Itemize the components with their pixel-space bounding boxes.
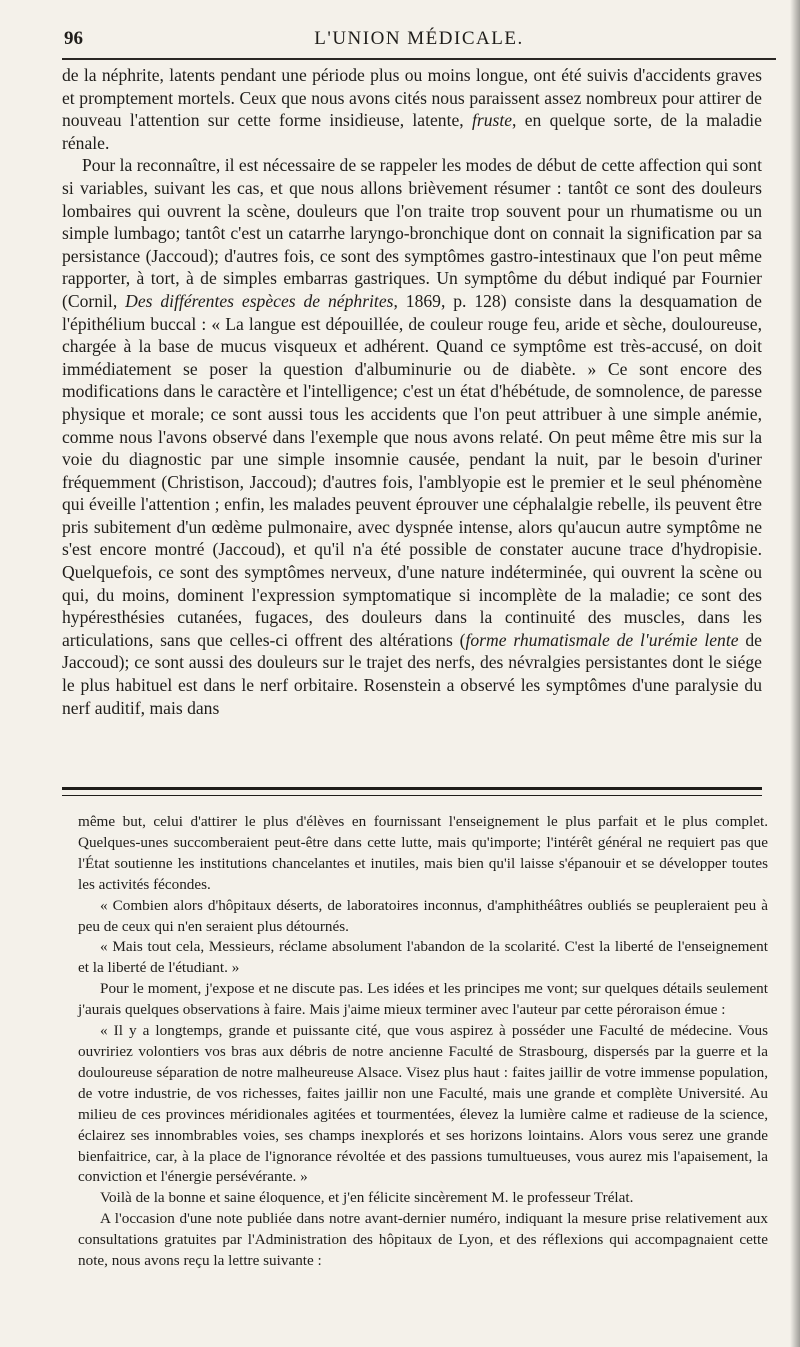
paragraph-2-text-c: de Jaccoud); ce sont aussi des douleurs sur le trajet des nerfs, des névralgies persistantes dont le siége le plus habituel est dans le nerf orbitaire. Rosenstein a observé les symptômes d'une paralysie du nerf auditif, mais dans xyxy=(62,629,762,718)
section-divider-thick xyxy=(62,787,762,790)
feuilleton-paragraph-1: même but, celui d'attirer le plus d'élèves en fournissant l'enseignement le plus parfait et le plus complet. Quelques-unes succomberaient peut-être dans cette lutte, mais qu'importe; l'intérêt général ne requiert pas que l'État soutienne les institutions chancelantes et inutiles, mais bien qu'il laisse s'épanouir et se développer toutes les activités fécondes. xyxy=(78,813,768,893)
paragraph-1 xyxy=(62,64,762,154)
paragraph-2 xyxy=(62,154,762,719)
paragraph-1-text: de la néphrite, latents pendant une période plus ou moins longue, ont été suivis d'accidents graves et promptement mortels. Ceux que nous avons cités nous paraissent assez nombreux pour attirer de nouveau l'attention sur cette forme insidieuse, latente, xyxy=(62,65,762,131)
page-number: 96 xyxy=(64,28,83,49)
paragraph-1-end: , en quelque sorte, de la maladie rénale. xyxy=(62,110,762,153)
paragraph-2-text-a: Pour la reconnaître, il est nécessaire de se rappeler les modes de début de cette affection qui sont si variables, suivant les cas, et que nous allons brièvement résumer : tantôt ce sont des douleurs lombaires qui ouvrent la scène, douleurs que l'on traite trop souvent pour un rhumatisme ou un simple lumbago; tantôt c'est un catarrhe laryngo-bronchique dont on connait la signification par sa persistance (Jaccoud); d'autres fois, ce sont des symptômes gastro-intestinaux que l'on peut même rapporter, à tort, à de simples embarras gastriques. Un symptôme du début indiqué par Fournier (Cornil, xyxy=(62,155,762,311)
main-article-text xyxy=(62,64,762,719)
page-header xyxy=(62,24,776,60)
feuilleton-paragraph-2: « Combien alors d'hôpitaux déserts, de laboratoires inconnus, d'amphithéâtres oubliés se peupleraient peu à peu de ceux qui n'en seraient plus détournés. xyxy=(78,896,768,935)
feuilleton-paragraph-4: Pour le moment, j'expose et ne discute pas. Les idées et les principes me vont; sur quelques détails seulement j'aurais quelques observations à faire. Mais j'aime mieux terminer avec l'auteur par cette péroraison émue : xyxy=(78,980,768,1019)
feuilleton-paragraph-6: Voilà de la bonne et saine éloquence, et j'en félicite sincèrement M. le professeur Trélat. xyxy=(100,1189,634,1207)
feuilleton-paragraph-3: « Mais tout cela, Messieurs, réclame absolument l'abandon de la scolarité. C'est la liberté de l'enseignement et la liberté de l'étudiant. » xyxy=(78,938,768,977)
paragraph-1-italic: fruste xyxy=(471,110,513,131)
feuilleton-paragraph-5: « Il y a longtemps, grande et puissante cité, que vous aspirez à posséder une Faculté de médecine. Vous ouvririez volontiers vos bras aux débris de notre ancienne Faculté de Strasbourg, dispersés par la guerre et la douloureuse séparation de notre malheureuse Alsace. Visez plus haut : faites jaillir de votre immense population, de votre industrie, de vos richesses, faites jaillir non une Faculté, mais une grande et complète Université. Au milieu de ces provinces méridionales agitées et tourmentées, élevez la lumière calme et radieuse de la science, éclairez ses innombrables voies, ses champs inexplorés et ses horizons lointains. Alors vous serez une grande bienfaitrice, car, à la place de l'ignorance révoltée et des passions tumultueuses, vous aurez mis l'apaisement, la conviction et l'énergie persévérante. » xyxy=(78,1022,768,1186)
feuilleton-paragraph-7: A l'occasion d'une note publiée dans notre avant-dernier numéro, indiquant la mesure prise relativement aux consultations gratuites par l'Administration des hôpitaux de Lyon, et des réflexions qui accompagnaient cette note, nous avons reçu la lettre suivante : xyxy=(78,1210,768,1270)
running-title: L'UNION MÉDICALE. xyxy=(314,28,524,49)
feuilleton-text xyxy=(78,812,768,1272)
paragraph-2-text-b: , 1869, p. 128) consiste dans la desquamation de l'épithélium buccal : « La langue est dépouillée, de couleur rouge feu, aride et sèche, douloureuse, chargée à la base de mucus visqueux et adhérent. Quand ce symptôme est très-accusé, on doit immédiatement se poser la question d'albuminurie ou de diabète. » Ce sont encore des modifications dans le caractère et l'intelligence; c'est un état d'hébétude, de somnolence, de paresse physique et morale; ce sont aussi tous les accidents que l'on peut attribuer à une simple anémie, comme nous l'avons observé dans l'exemple que nous avons relaté. On peut même être mis sur la voie du diagnostic par une simple insomnie causée, pendant la nuit, par le besoin d'uriner fréquemment (Christison, Jaccoud); d'autres fois, l'amblyopie est le premier et le seul phénomène qui éveille l'attention ; enfin, les malades peuvent éprouver une céphalalgie rebelle, ils peuvent être pris subitement d'un œdème pulmonaire, avec dyspnée intense, alors qu'aucun autre symptôme ne s'est encore montré (Jaccoud), et qu'il n'a été possible de constater aucune trace d'hydropisie. Quelquefois, ce sont des symptômes nerveux, d'une nature indéterminée, qui ouvrent la scène ou qui, du moins, dominent l'expression symptomatique si incomplète de la maladie; ce sont des hypéresthésies cutanées, fugaces, des douleurs dans la continuité des muscles, dans les articulations, sans que celles-ci offrent des altérations ( xyxy=(62,290,762,650)
paragraph-2-italic-title: Des différentes espèces de néphrites xyxy=(125,290,394,311)
section-divider-thin xyxy=(62,795,762,796)
paragraph-2-italic-form: forme rhumatismale de l'urémie lente xyxy=(465,629,739,650)
